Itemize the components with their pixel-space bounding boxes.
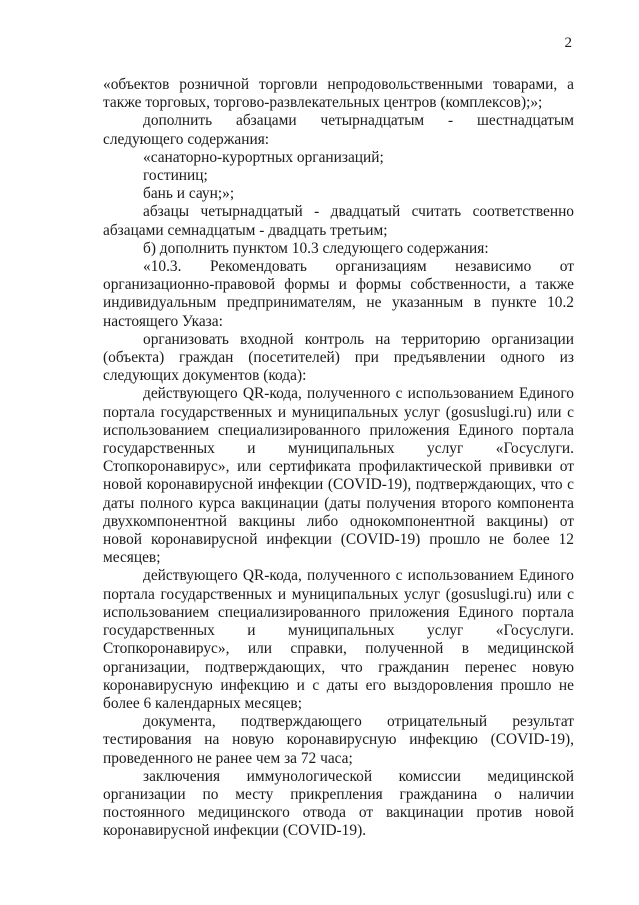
paragraph-renumber: абзацы четырнадцатый - двадцатый считать соответственно абзацами семнадцатым - двадцать третьим; [103, 203, 574, 239]
paragraph-medical-exemption: заключения иммунологической комиссии медицинской организации по месту прикрепления гражданина о наличии постоянного медицинского отвода от вакцинации против новой коронавирусной инфекции (COVID-19). [103, 767, 574, 840]
paragraph-qr-recovery: действующего QR-кода, полученного с использованием Единого портала государственных и муниципальных услуг (gosuslugi.ru) или с использованием специализированного приложения Единого портала государственных и муниципальных услуг «Госуслуги. Стопкоронавирус», или справки, полученной в медицинской организации, подтверждающих, что гражданин перенес новую коронавирусную инфекцию и с даты его выздоровления прошло не более 6 календарных месяцев; [103, 567, 574, 712]
page-number: 2 [564, 35, 572, 51]
paragraph-hotels: гостиниц; [143, 167, 208, 185]
paragraph-retail-objects: «объектов розничной торговли непродовольственными товарами, а также торговых, торгово-развлекательных центров (комплексов);»; [103, 76, 574, 112]
paragraph-entry-control: организовать входной контроль на территорию организации (объекта) граждан (посетителей) при предъявлении одного из следующих документов (кода): [103, 330, 574, 385]
paragraph-add-paragraphs: дополнить абзацами четырнадцатым - шестнадцатым следующего содержания: [103, 112, 574, 148]
paragraph-baths: бань и саун;»; [143, 185, 235, 203]
paragraph-sanatorium: «санаторно-курортных организаций; [143, 148, 384, 166]
paragraph-qr-vaccination: действующего QR-кода, полученного с использованием Единого портала государственных и муниципальных услуг (gosuslugi.ru) или с использованием специализированного приложения Единого портала государственных и муниципальных услуг «Госуслуги. Стопкоронавирус», или сертификата профилактической прививки от новой коронавирусной инфекции (COVID-19), подтверждающих, что с даты полного курса вакцинации (даты получения второго компонента двухкомпонентной вакцины либо однокомпонентной вакцины) от новой коронавирусной инфекции (COVID-19) прошло не более 12 месяцев; [103, 385, 574, 567]
document-body [103, 76, 574, 841]
paragraph-negative-test: документа, подтверждающего отрицательный результат тестирования на новую коронавирусную инфекцию (COVID-19), проведенного не ранее чем за 72 часа; [103, 713, 574, 767]
paragraph-10-3-recommend: «10.3. Рекомендовать организациям независимо от организационно-правовой формы и формы собственности, а также индивидуальным предпринимателям, не указанным в пункте 10.2 настоящего Указа: [103, 258, 574, 330]
paragraph-add-10-3: б) дополнить пунктом 10.3 следующего содержания: [143, 239, 489, 257]
